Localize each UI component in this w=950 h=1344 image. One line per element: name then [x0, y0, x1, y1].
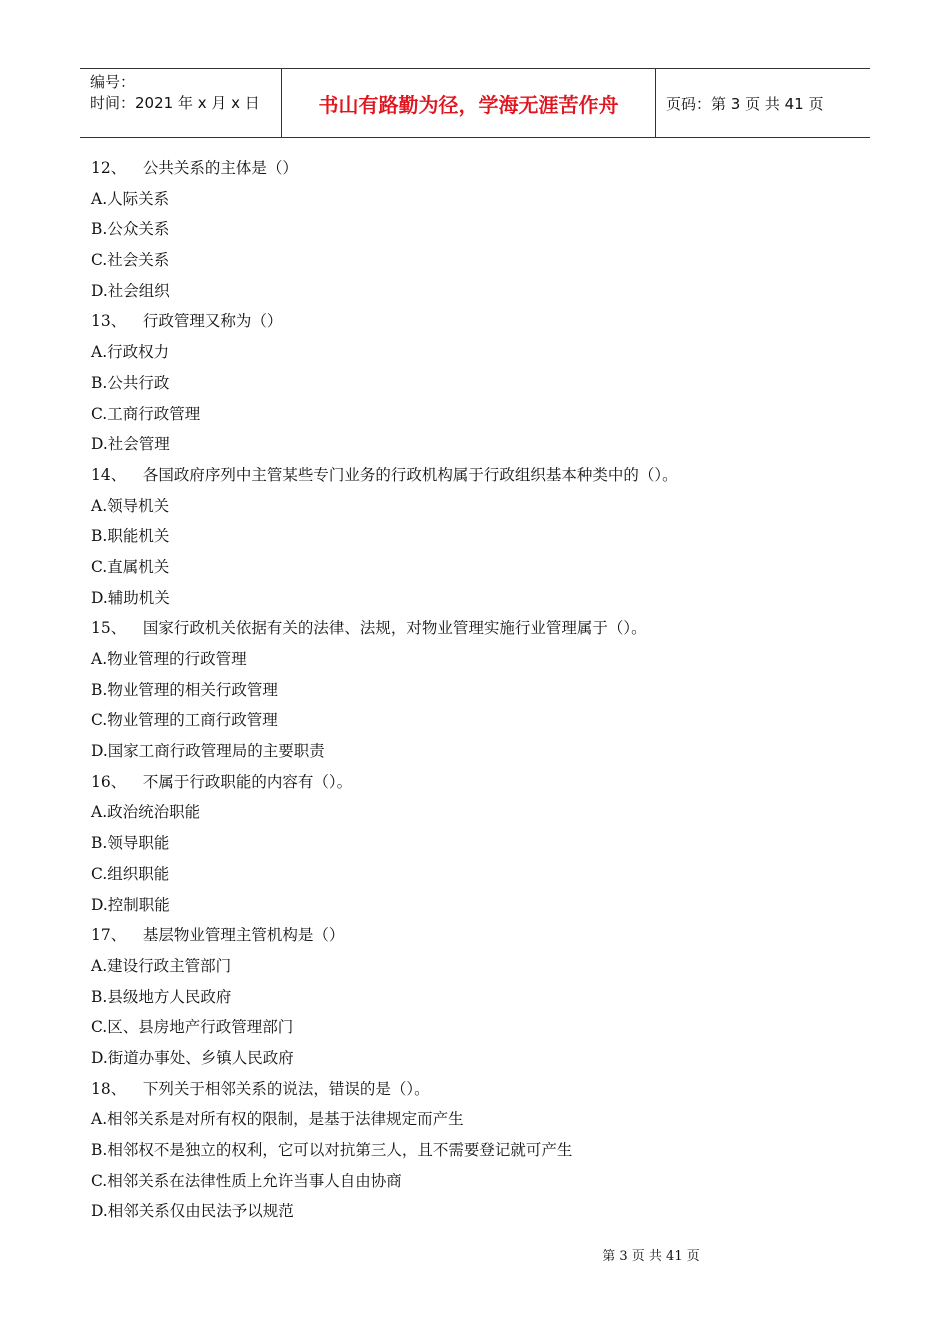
header-info: [80, 69, 282, 137]
question-text: 各国政府序列中主管某些专门业务的行政机构属于行政组织基本种类中的（）。: [142, 465, 678, 484]
option-d: D.社会管理: [91, 435, 170, 454]
question-stem: [91, 767, 871, 798]
question-stem: [91, 613, 871, 644]
option-b: B.领导职能: [91, 834, 170, 853]
option-d: D.社会组织: [91, 281, 170, 300]
question-text: 国家行政机关依据有关的法律、法规，对物业管理实施行业管理属于（）。: [142, 619, 647, 638]
option-a: A.物业管理的行政管理: [91, 650, 247, 668]
option-c: C.物业管理的工商行政管理: [91, 711, 278, 730]
option-c: C.工商行政管理: [91, 404, 201, 423]
option-a: A.建设行政主管部门: [91, 956, 232, 975]
question-list: [91, 153, 871, 1227]
question-number: 16、: [91, 772, 127, 791]
question-number: 17、: [91, 926, 127, 945]
option-a: A.政治统治职能: [91, 803, 201, 822]
time-label: 时间：2021 年 x 月 x 日: [90, 94, 260, 112]
question-number: 14、: [91, 465, 127, 484]
option-d: D.街道办事处、乡镇人民政府: [91, 1048, 294, 1067]
question-stem: [91, 1074, 871, 1105]
question-stem: [91, 460, 871, 491]
option-b: B.职能机关: [91, 527, 170, 546]
question-text: 行政管理又称为（）: [142, 312, 283, 331]
question-text: 基层物业管理主管机构是（）: [142, 926, 345, 945]
option-a: A.人际关系: [91, 189, 170, 208]
question-number: 18、: [91, 1079, 127, 1098]
question-text: 不属于行政职能的内容有（）。: [142, 772, 353, 791]
option-a: A.领导机关: [91, 496, 170, 515]
option-d: D.相邻关系仅由民法予以规范: [91, 1202, 294, 1221]
question-text: 下列关于相邻关系的说法，错误的是（）。: [142, 1079, 430, 1098]
footer-page-number: 第 3 页 共 41 页: [602, 1249, 700, 1264]
question-stem: [91, 153, 871, 184]
page-header: [80, 68, 870, 138]
option-d: D.国家工商行政管理局的主要职责: [91, 742, 325, 761]
question-number: 12、: [91, 159, 127, 177]
question-number: 15、: [91, 619, 127, 638]
question-text: 公共关系的主体是（）: [142, 159, 298, 177]
option-a: A.行政权力: [91, 343, 170, 362]
question-number: 13、: [91, 312, 127, 331]
header-page-label: 页码：第 3 页 共 41 页: [666, 94, 824, 113]
option-b: B.公众关系: [91, 220, 170, 239]
header-motto: 书山有路勤为径，学海无涯苦作舟: [282, 69, 656, 137]
option-b: B.相邻权不是独立的权利，它可以对抗第三人，且不需要登记就可产生: [91, 1141, 573, 1159]
question-stem: [91, 920, 871, 951]
page-footer: [0, 1245, 950, 1264]
option-c: C.直属机关: [91, 557, 170, 576]
number-label: 编号：: [90, 73, 136, 91]
option-b: B.县级地方人民政府: [91, 987, 232, 1006]
option-c: C.区、县房地产行政管理部门: [91, 1018, 294, 1037]
option-d: D.控制职能: [91, 895, 170, 914]
option-a: A.相邻关系是对所有权的限制，是基于法律规定而产生: [91, 1110, 464, 1129]
question-stem: [91, 306, 871, 337]
option-b: B.物业管理的相关行政管理: [91, 680, 278, 699]
option-d: D.辅助机关: [91, 588, 170, 607]
option-c: C.组织职能: [91, 864, 170, 883]
option-c: C.相邻关系在法律性质上允许当事人自由协商: [91, 1171, 402, 1190]
option-c: C.社会关系: [91, 251, 170, 270]
option-b: B.公共行政: [91, 373, 170, 392]
